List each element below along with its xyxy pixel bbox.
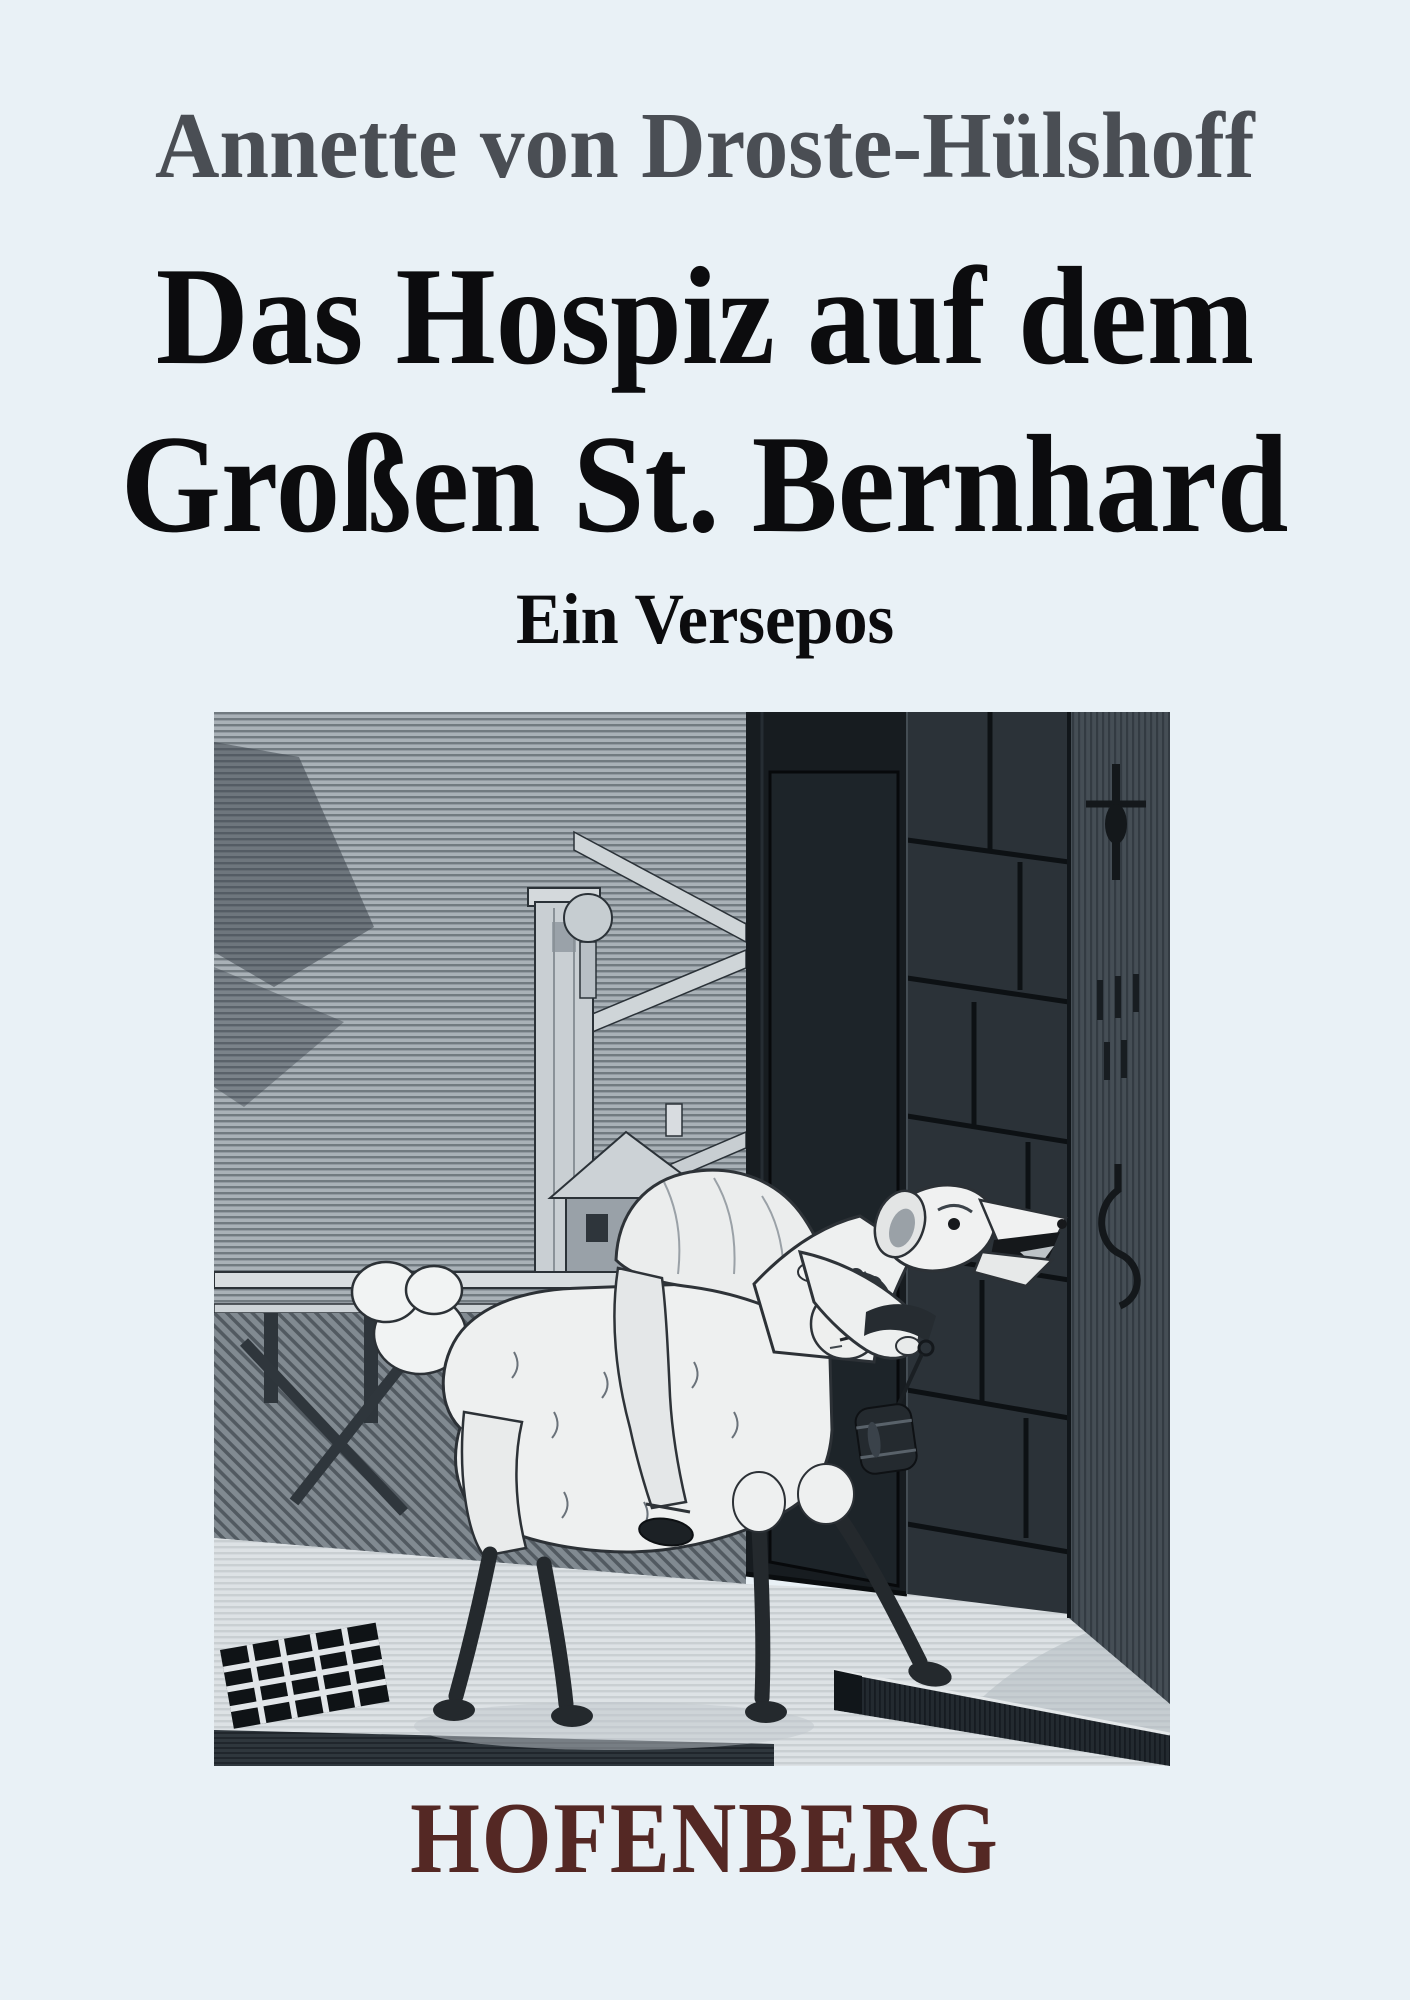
engraving-svg	[214, 712, 1170, 1766]
publisher-logo-text: HOFENBERG	[410, 1782, 1000, 1895]
engraving-illustration	[214, 712, 1170, 1766]
dog-nose	[1057, 1219, 1067, 1229]
rescue-cask	[854, 1402, 919, 1475]
dome	[564, 894, 612, 942]
author-name	[0, 92, 1410, 200]
dog-eye	[948, 1218, 960, 1230]
child-hand	[896, 1337, 920, 1355]
book-title-line-1	[0, 236, 1410, 397]
book-title-line-2	[0, 404, 1410, 565]
book-subtitle-text: Ein Versepos	[515, 579, 895, 659]
book-title-line-2-text: Großen St. Bernhard	[121, 407, 1289, 562]
author-name-text: Annette von Droste-Hülshoff	[155, 94, 1255, 198]
publisher-logo	[0, 1780, 1410, 1897]
book-title-line-1-text: Das Hospiz auf dem	[155, 239, 1255, 394]
book-subtitle	[0, 578, 1410, 661]
